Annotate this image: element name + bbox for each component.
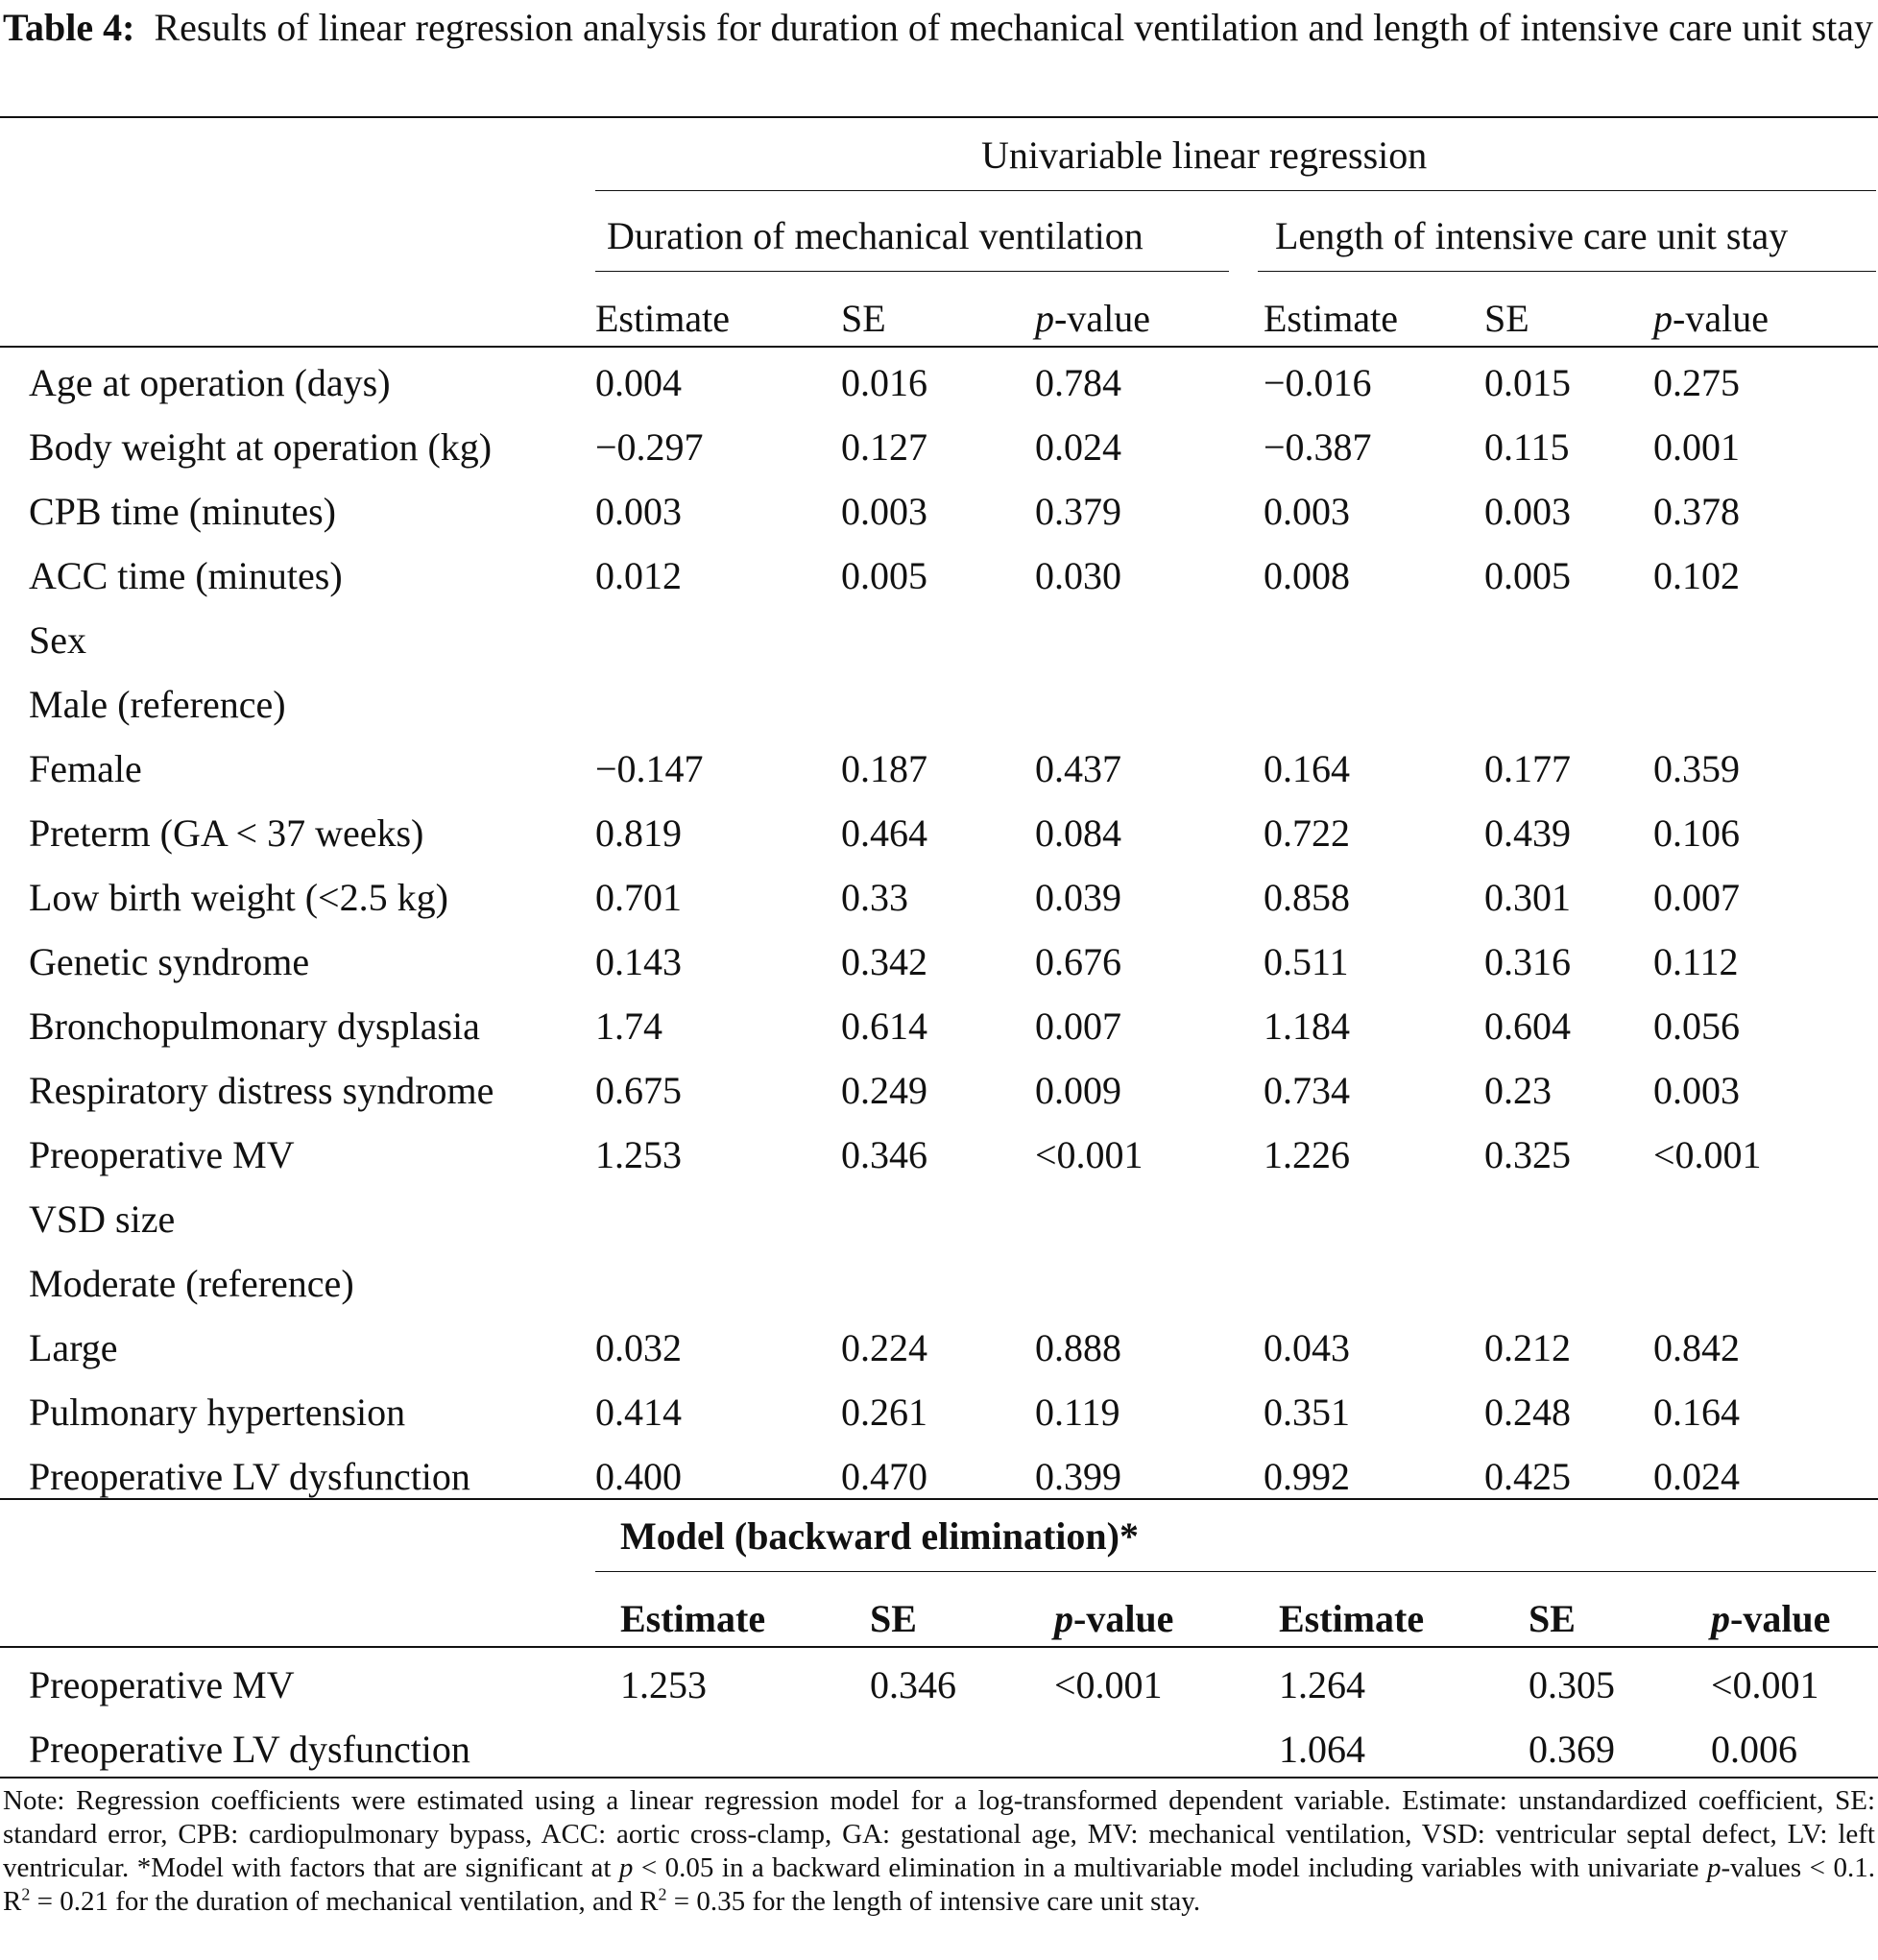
table-cell: 0.024 [1035, 425, 1121, 469]
table-cell: 0.819 [595, 811, 682, 855]
top-rule [0, 116, 1878, 118]
table-cell: 0.187 [841, 747, 927, 790]
table-cell: 0.001 [1653, 425, 1740, 469]
table-bottom-rule [0, 1777, 1878, 1779]
table-cell: 0.675 [595, 1069, 682, 1112]
model-rule [595, 1571, 1876, 1572]
table-cell: 0.043 [1264, 1326, 1350, 1369]
table-cell: 0.301 [1484, 876, 1571, 919]
table-cell: 0.012 [595, 554, 682, 597]
table-cell: 1.253 [620, 1663, 707, 1706]
table-cell: 0.127 [841, 425, 927, 469]
table-cell: 0.084 [1035, 811, 1121, 855]
table-cell: 0.325 [1484, 1133, 1571, 1176]
row-label: Genetic syndrome [29, 940, 310, 983]
table-cell: 0.177 [1484, 747, 1571, 790]
univariable-bottom-rule [0, 1498, 1878, 1500]
table-cell: 0.614 [841, 1004, 927, 1048]
table-cell: 0.439 [1484, 811, 1571, 855]
table-cell: 0.015 [1484, 361, 1571, 404]
table-cell: 1.253 [595, 1133, 682, 1176]
table-cell: 0.399 [1035, 1455, 1121, 1498]
table-label: Table 4: [3, 6, 135, 49]
table-cell: 0.248 [1484, 1391, 1571, 1434]
table-cell: 0.106 [1653, 811, 1740, 855]
dmv-header: Duration of mechanical ventilation [607, 214, 1144, 257]
table-cell: 0.032 [595, 1326, 682, 1369]
row-label: Preoperative MV [29, 1133, 295, 1176]
table-cell: 0.112 [1653, 940, 1739, 983]
table-cell: 0.006 [1711, 1728, 1797, 1771]
univariable-rule [595, 190, 1876, 191]
table-cell: 0.378 [1653, 490, 1740, 533]
table-cell: 0.351 [1264, 1391, 1350, 1434]
table-cell: 0.007 [1653, 876, 1740, 919]
col-estimate-licu: Estimate [1264, 297, 1398, 340]
table-cell: 0.784 [1035, 361, 1121, 404]
table-cell: 0.119 [1035, 1391, 1120, 1434]
univariable-header: Univariable linear regression [981, 133, 1428, 177]
table-cell: 1.74 [595, 1004, 662, 1048]
table-cell: 0.33 [841, 876, 908, 919]
dmv-rule [595, 271, 1229, 272]
model-col-pvalue-dmv: p-value [1054, 1597, 1174, 1640]
table-cell: 0.346 [870, 1663, 956, 1706]
table-cell: 0.992 [1264, 1455, 1350, 1498]
model-col-estimate-dmv: Estimate [620, 1597, 766, 1640]
table-cell: 0.888 [1035, 1326, 1121, 1369]
table-cell: 0.511 [1264, 940, 1349, 983]
table-cell: 0.470 [841, 1455, 927, 1498]
table-cell: 0.359 [1653, 747, 1740, 790]
table-cell: 0.261 [841, 1391, 927, 1434]
table-cell: 0.039 [1035, 876, 1121, 919]
col-pvalue-dmv: p-value [1035, 297, 1150, 340]
table-cell: 0.143 [595, 940, 682, 983]
table-cell: 0.016 [841, 361, 927, 404]
model-header-rule [0, 1646, 1878, 1648]
row-label: Low birth weight (<2.5 kg) [29, 876, 448, 919]
table-cell: <0.001 [1035, 1133, 1144, 1176]
table-cell: 1.226 [1264, 1133, 1350, 1176]
row-label: Bronchopulmonary dysplasia [29, 1004, 480, 1048]
table-cell: 0.056 [1653, 1004, 1740, 1048]
row-label: Large [29, 1326, 118, 1369]
table-title: Results of linear regression analysis for duration of mechanical ventilation and length of intensive care unit stay [154, 6, 1874, 49]
table-cell: 0.346 [841, 1133, 927, 1176]
row-label: Preoperative LV dysfunction [29, 1728, 470, 1771]
table-cell: 0.858 [1264, 876, 1350, 919]
table-caption [3, 2, 1875, 53]
table-cell: 0.005 [1484, 554, 1571, 597]
table-cell: 0.024 [1653, 1455, 1740, 1498]
row-label: Body weight at operation (kg) [29, 425, 493, 469]
table-cell: 0.224 [841, 1326, 927, 1369]
row-label: Pulmonary hypertension [29, 1391, 406, 1434]
model-col-se-dmv: SE [870, 1597, 917, 1640]
row-label: Respiratory distress syndrome [29, 1069, 494, 1112]
table-cell: 0.003 [595, 490, 682, 533]
table-cell: 0.007 [1035, 1004, 1121, 1048]
table-cell: −0.016 [1264, 361, 1372, 404]
table-cell: 1.184 [1264, 1004, 1350, 1048]
model-col-pvalue-licu: p-value [1711, 1597, 1831, 1640]
table-cell: 0.005 [841, 554, 927, 597]
table-cell: 0.164 [1653, 1391, 1740, 1434]
table-cell: 0.009 [1035, 1069, 1121, 1112]
table-cell: 0.604 [1484, 1004, 1571, 1048]
table-cell: 0.115 [1484, 425, 1570, 469]
table-cell: 0.400 [595, 1455, 682, 1498]
table-cell: 0.425 [1484, 1455, 1571, 1498]
table-cell: −0.387 [1264, 425, 1372, 469]
table-cell: <0.001 [1711, 1663, 1819, 1706]
header-bottom-rule [0, 346, 1878, 348]
table-cell: 0.23 [1484, 1069, 1552, 1112]
row-label: Preoperative MV [29, 1663, 295, 1706]
table-cell: 0.212 [1484, 1326, 1571, 1369]
row-label: Female [29, 747, 142, 790]
row-label: VSD size [29, 1198, 176, 1241]
col-estimate-dmv: Estimate [595, 297, 730, 340]
table-cell: 0.003 [1264, 490, 1350, 533]
table-cell: 0.003 [1653, 1069, 1740, 1112]
licu-rule [1258, 271, 1876, 272]
table-cell: 0.414 [595, 1391, 682, 1434]
table-cell: 0.164 [1264, 747, 1350, 790]
table-cell: 0.003 [1484, 490, 1571, 533]
model-col-se-licu: SE [1529, 1597, 1576, 1640]
col-pvalue-licu: p-value [1653, 297, 1769, 340]
table-note: Note: Regression coefficients were estimated using a linear regression model for a log-transformed dependent variable. Estimate: unstandardized coefficient, SE: standard error, CPB: cardiopulmonary bypass, ACC: aortic cross-clamp, GA: gestational age, MV: mechanical ventilation, VSD: ventricular septal defect, LV: left ventricular. *Model with factors that are significant at p < 0.05 in a backward elimination in a multivariable model including variables with univariate p-values < 0.1. $R^2 = 0.21$ for the duration of mechanical ventilation, and $R^2 = 0.35$ for the length of intensive care unit stay. [3, 1785, 1875, 1917]
row-label: CPB time (minutes) [29, 490, 336, 533]
table-cell: 0.842 [1653, 1326, 1740, 1369]
table-cell: 0.676 [1035, 940, 1121, 983]
table-cell: 0.030 [1035, 554, 1121, 597]
table-cell: 0.464 [841, 811, 927, 855]
table-cell: <0.001 [1653, 1133, 1762, 1176]
table-cell: 0.305 [1529, 1663, 1615, 1706]
table-cell: 0.249 [841, 1069, 927, 1112]
col-se-dmv: SE [841, 297, 886, 340]
table-cell: −0.297 [595, 425, 704, 469]
table-cell: −0.147 [595, 747, 704, 790]
row-label: Moderate (reference) [29, 1262, 354, 1305]
table-cell: <0.001 [1054, 1663, 1163, 1706]
licu-header: Length of intensive care unit stay [1275, 214, 1789, 257]
table-cell: 1.264 [1279, 1663, 1365, 1706]
table-cell: 0.004 [595, 361, 682, 404]
model-col-estimate-licu: Estimate [1279, 1597, 1425, 1640]
table-cell: 0.342 [841, 940, 927, 983]
model-header: Model (backward elimination)* [620, 1514, 1139, 1558]
table-cell: 0.379 [1035, 490, 1121, 533]
table-cell: 0.316 [1484, 940, 1571, 983]
table-cell: 0.008 [1264, 554, 1350, 597]
row-label: ACC time (minutes) [29, 554, 343, 597]
table-cell: 0.734 [1264, 1069, 1350, 1112]
table-cell: 0.437 [1035, 747, 1121, 790]
table-cell: 0.722 [1264, 811, 1350, 855]
table-cell: 1.064 [1279, 1728, 1365, 1771]
table-cell: 0.102 [1653, 554, 1740, 597]
table-cell: 0.701 [595, 876, 682, 919]
row-label: Male (reference) [29, 683, 286, 726]
row-label: Sex [29, 618, 86, 662]
row-label: Preoperative LV dysfunction [29, 1455, 470, 1498]
row-label: Preterm (GA < 37 weeks) [29, 811, 424, 855]
col-se-licu: SE [1484, 297, 1529, 340]
table-cell: 0.275 [1653, 361, 1740, 404]
table-cell: 0.003 [841, 490, 927, 533]
row-label: Age at operation (days) [29, 361, 391, 404]
table-cell: 0.369 [1529, 1728, 1615, 1771]
